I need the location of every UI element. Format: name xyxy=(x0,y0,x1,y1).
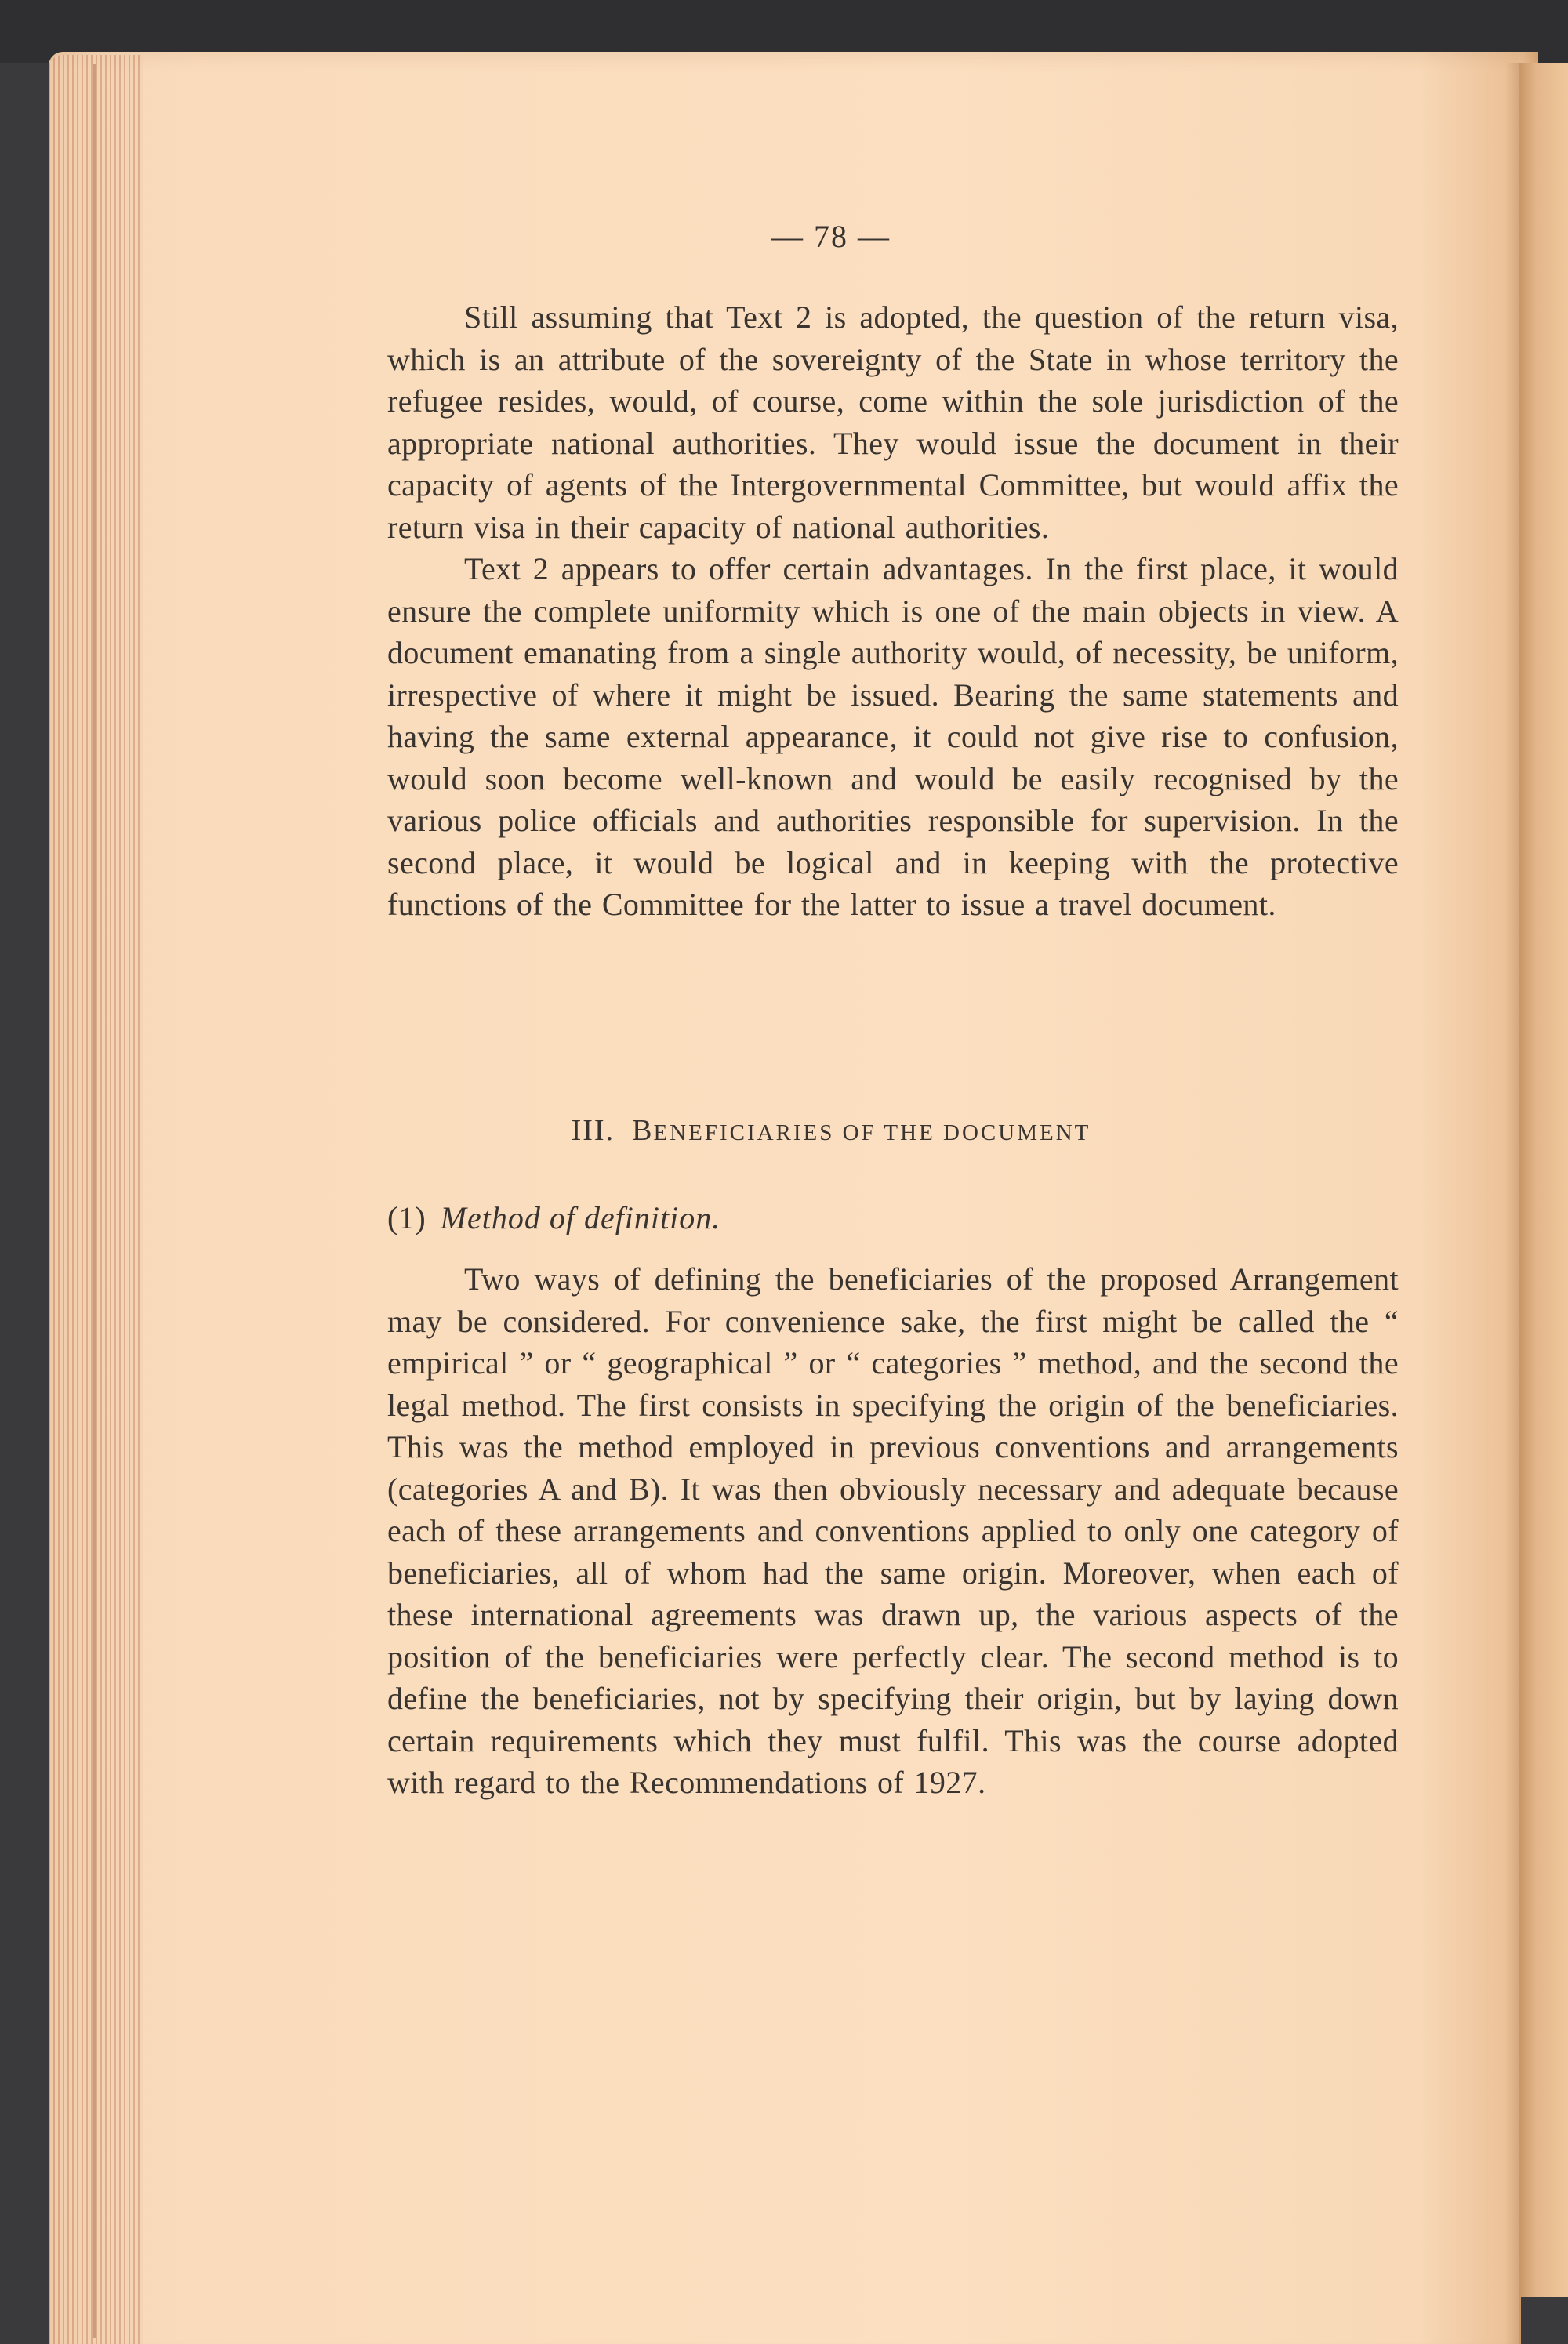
paragraph: Text 2 appears to offer certain advantages. In the first place, it would ensure the complete uniformity which is one of the main objects in view. A document emanating from a single authority would, of necessity, be uniform, irrespective of where it might be issued. Bearing the same statements and having the same external appearance, it could not give rise to confusion, would soon become well-known and would be easily recognised by the various police officials and authorities responsible for supervision. In the second place, it would be logical and in keeping with the protective functions of the Committee for the latter to issue a travel document. xyxy=(387,551,1399,922)
section-number: III. xyxy=(571,1114,615,1147)
section-title-initial: B xyxy=(632,1114,654,1147)
page-number: — 78 — xyxy=(771,219,891,254)
facing-page-edge xyxy=(1519,63,1568,2344)
subsection-number: (1) xyxy=(387,1200,426,1235)
body-text-top xyxy=(387,296,1399,926)
background-corner xyxy=(1521,2297,1568,2344)
section-title: ENEFICIARIES OF THE DOCUMENT xyxy=(653,1120,1091,1145)
body-text-bottom xyxy=(387,1258,1399,1804)
paragraph: Still assuming that Text 2 is adopted, the question of the return visa, which is an attribute of the sovereignty of the State in whose territory the refugee resides, would, of course, come within the sole jurisdiction of the appropriate national authorities. They would issue the document in their capacity of agents of the Intergovernmental Committee, but would affix the return visa in their capacity of national authorities. xyxy=(387,299,1399,545)
paragraph: Two ways of defining the beneficiaries of the proposed Arrangement may be considered. For convenience sake, the first might be called the “ empirical ” or “ geographical ” or “ categories ” method, and the second the legal method. The first consists in specifying the origin of the beneficiaries. This was the method employed in previous conventions and arrangements (categories A and B). It was then obviously necessary and adequate because each of these arrangements and conventions applied to only one category of beneficiaries, all of whom had the same origin. Moreover, when each of these international agreements was drawn up, the various aspects of the position of the beneficiaries were perfectly clear. The second method is to define the beneficiaries, not by specifying their origin, but by laying down certain requirements which they must fulfil. This was the course adopted with regard to the Recommendations of 1927. xyxy=(387,1261,1399,1800)
subsection-heading xyxy=(387,1199,720,1236)
section-heading xyxy=(0,1113,1568,1148)
page-edges xyxy=(49,55,143,2344)
page-edge-line xyxy=(93,64,96,2338)
subsection-title: Method of definition. xyxy=(440,1200,721,1235)
